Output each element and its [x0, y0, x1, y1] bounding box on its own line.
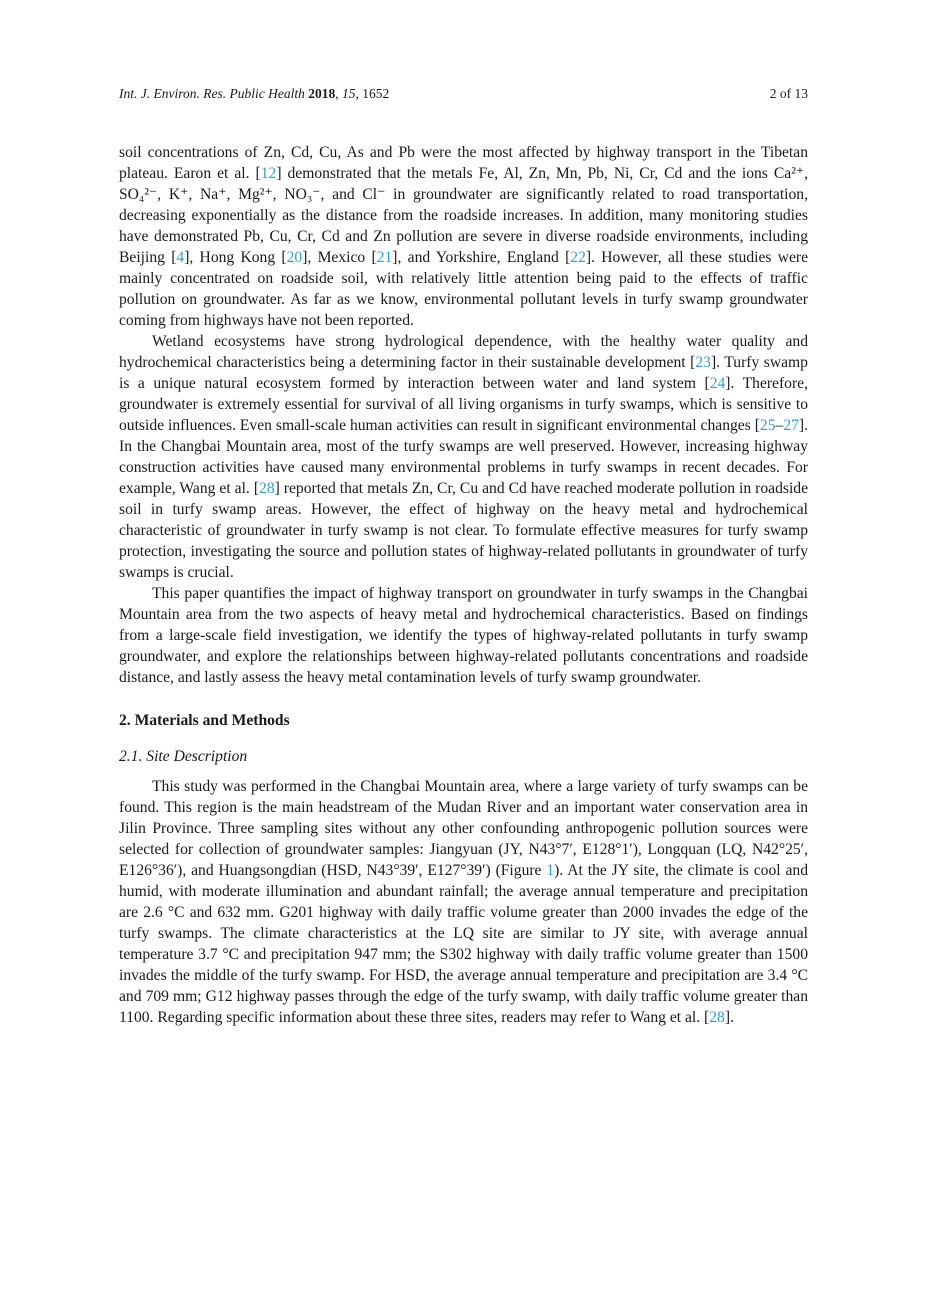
text-segment: soil concentrations of Zn, Cd, Cu, As and Pb were the most affected by highway transport in the Tibetan plateau. Earon et al. [ [119, 144, 808, 182]
text-segment: , [335, 86, 342, 101]
page-header [119, 86, 808, 102]
text-segment: This study was performed in the Changbai Mountain area, where a large variety of turfy swamps can be found. This region is the main headstream of the Mudan River and an important water conservation area in Jilin Province. Three sampling sites without any other confounding anthropogenic pollution sources were selected for collection of groundwater samples: Jiangyuan (JY, N43°7′, E128°1′), Longquan (LQ, N42°25′, E126°36′), and Huangsongdian (HSD, N43°39′, E127°39′) (Figure [119, 778, 808, 879]
text-segment: ], and Yorkshire, England [ [392, 249, 571, 266]
body-paragraph [119, 583, 808, 688]
section-heading: 2. Materials and Methods [119, 712, 290, 729]
text-segment: ]. In the Changbai Mountain area, most of the turfy swamps are well preserved. However, increasing highway construction activities have caused many environmental problems in turfy swamps in recent decades. For example, Wang et al. [ [119, 417, 808, 497]
body-paragraph [119, 776, 808, 1028]
citation-link[interactable]: 25 [759, 417, 776, 434]
citation-link[interactable]: 28 [709, 1009, 725, 1026]
citation-link[interactable]: 28 [259, 480, 275, 497]
text-segment: ]. Therefore, groundwater is extremely essential for survival of all living organisms in turfy swamps, which is sensitive to outside influences. Even small-scale human activities can result in significant environmental changes [ [119, 375, 808, 434]
text-segment: ] demonstrated that the metals Fe, Al, Zn, Mn, Pb, Ni, Cr, Cd and the ions Ca²⁺, SO₄²⁻, K⁺, Na⁺, Mg²⁺, NO₃⁻, and Cl⁻ in groundwater are significantly related to road transportation, decreasing exponentially as the distance from the roadside increases. In addition, many monitoring studies have demonstrated Pb, Cu, Cr, Cd and Zn pollution are severe in diverse roadside environments, including Beijing [ [119, 165, 808, 266]
page-number: 2 of 13 [769, 86, 808, 101]
text-segment: ). At the JY site, the climate is cool and humid, with moderate illumination and abundant rainfall; the average annual temperature and precipitation are 2.6 °C and 632 mm. G201 highway with daily traffic volume greater than 2000 invades the edge of the turfy swamps. The climate characteristics at the LQ site are similar to JY site, with average annual temperature 3.7 °C and precipitation 947 mm; the S302 highway with daily traffic volume greater than 1500 invades the middle of the turfy swamp. For HSD, the average annual temperature and precipitation are 3.4 °C and 709 mm; G12 highway passes through the edge of the turfy swamp, with daily traffic volume greater than 1100. Regarding specific information about these three sites, readers may refer to Wang et al. [ [119, 862, 808, 1026]
citation-link[interactable]: 27 [783, 417, 799, 434]
text-segment: ], Mexico [ [302, 249, 377, 266]
citation-link[interactable]: 1 [546, 862, 555, 879]
text-segment: , 1652 [355, 86, 390, 101]
text-segment: 15 [341, 86, 356, 101]
citation-link[interactable]: 20 [286, 249, 303, 266]
text-segment: ]. Turfy swamp is a unique natural ecosystem formed by interaction between water and land system [ [119, 354, 808, 392]
citation-link[interactable]: 12 [260, 165, 277, 182]
citation-link[interactable]: 4 [176, 249, 185, 266]
text-segment: ]. [724, 1009, 734, 1026]
citation-link[interactable]: 21 [376, 249, 393, 266]
citation-link[interactable]: 22 [570, 249, 586, 266]
text-segment: This paper quantifies the impact of highway transport on groundwater in turfy swamps in the Changbai Mountain area from the two aspects of heavy metal and hydrochemical characteristics. Based on findings from a large-scale field investigation, we identify the types of highway-related pollutants in turfy swamp groundwater, and explore the relationships between highway-related pollutants concentrations and roadside distance, and lastly assess the heavy metal contamination levels of turfy swamp groundwater. [119, 585, 808, 686]
text-segment: ]. However, all these studies were mainly concentrated on roadside soil, with relatively little attention being paid to the effects of traffic pollution on groundwater. As far as we know, environmental pollutant levels in turfy swamp groundwater coming from highways have not been reported. [119, 249, 809, 329]
body-paragraph [119, 331, 808, 583]
citation-link[interactable]: 23 [695, 354, 711, 371]
text-segment: Wetland ecosystems have strong hydrological dependence, with the healthy water quality and hydrochemical characteristics being a determining factor in their sustainable development [ [119, 333, 808, 371]
text-segment: ], Hong Kong [ [184, 249, 287, 266]
body-paragraph [119, 142, 808, 331]
text-segment: – [775, 417, 784, 434]
subsection-heading: 2.1. Site Description [119, 748, 248, 765]
article-body [119, 142, 808, 1028]
journal-citation [119, 86, 389, 102]
text-segment: ] reported that metals Zn, Cr, Cu and Cd have reached moderate pollution in roadside soil in turfy swamp areas. However, the effect of highway on the heavy metal and hydrochemical characteristic of groundwater in turfy swamp is not clear. To formulate effective measures for turfy swamp protection, investigating the source and pollution states of highway-related pollutants in groundwater of turfy swamps is crucial. [119, 480, 808, 581]
text-segment: 2018 [308, 86, 336, 101]
citation-link[interactable]: 24 [709, 375, 726, 392]
text-segment: Int. J. Environ. Res. Public Health [119, 86, 309, 101]
